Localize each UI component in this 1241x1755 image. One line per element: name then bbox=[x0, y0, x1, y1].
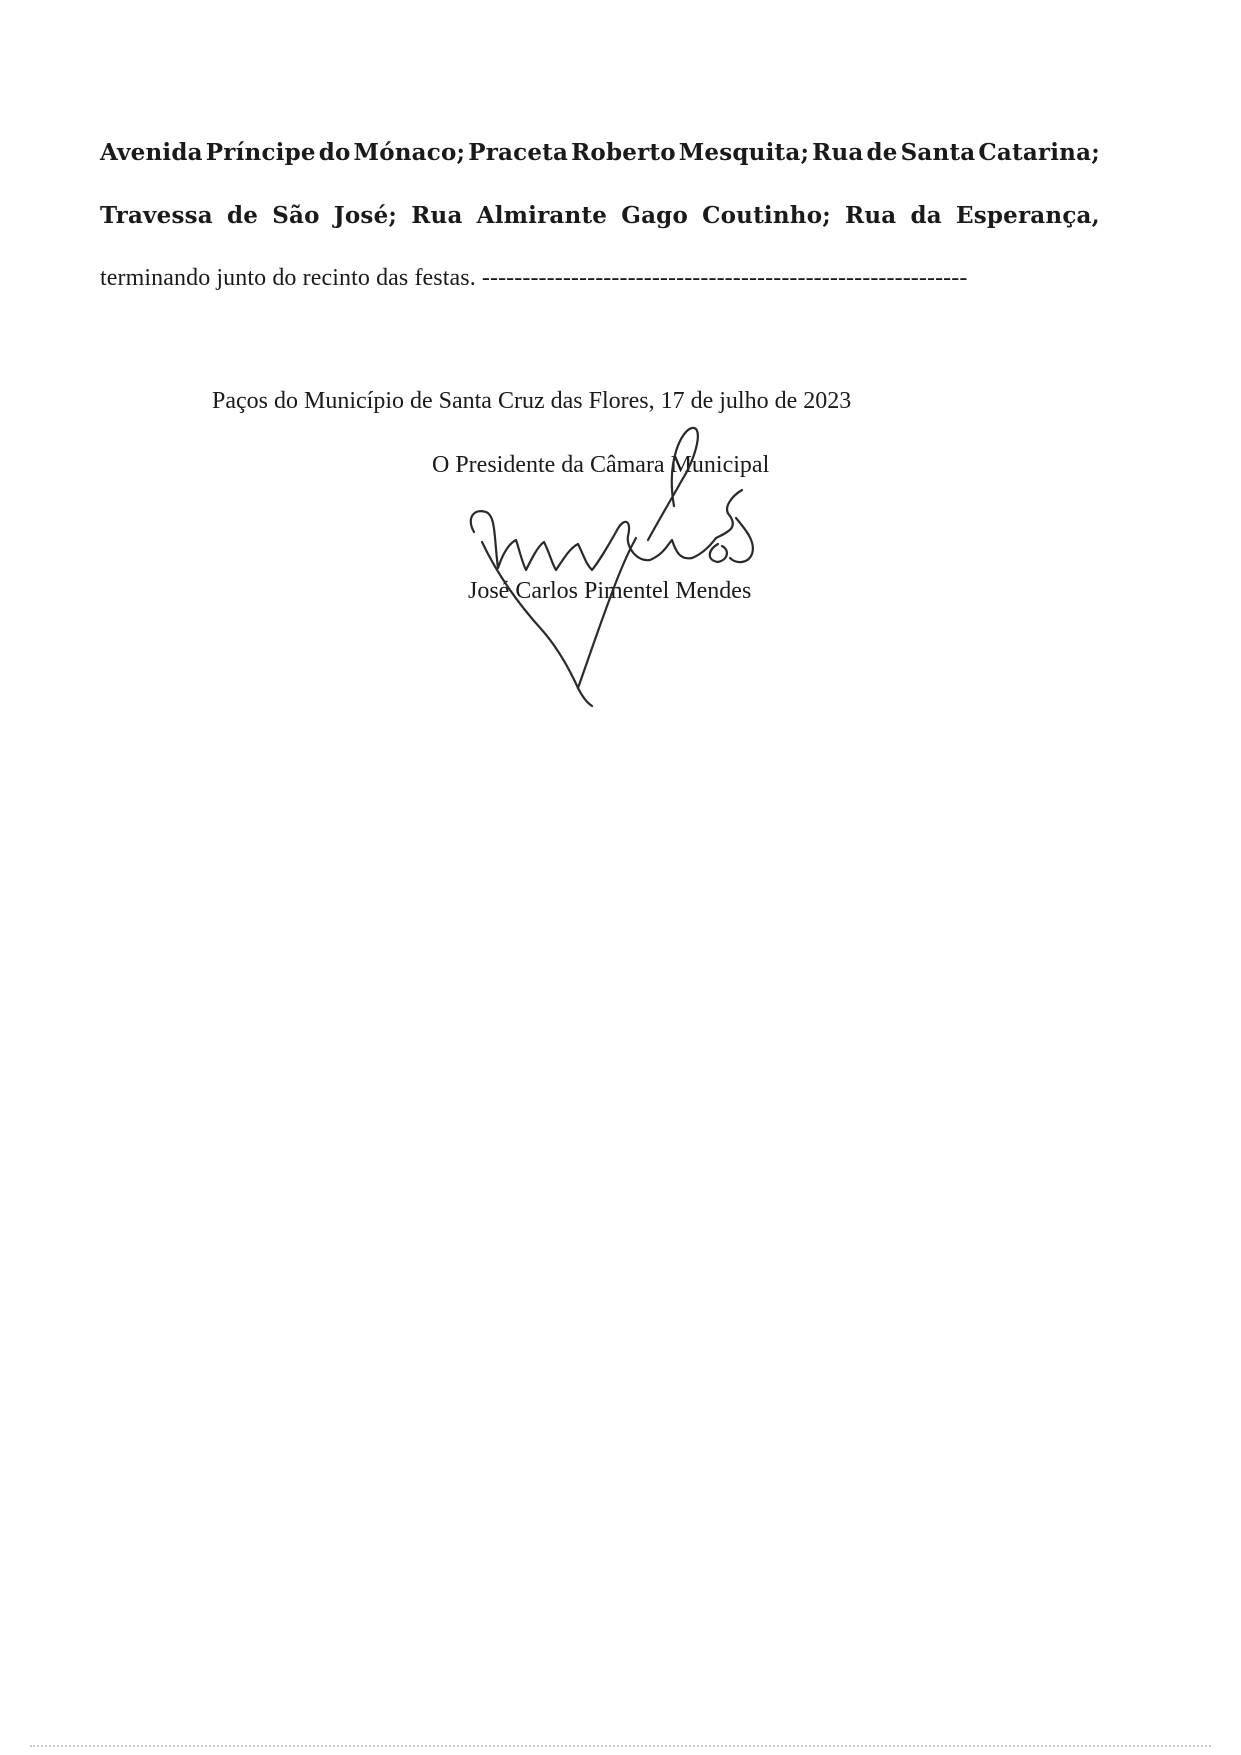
word: da bbox=[910, 202, 942, 229]
word: José; bbox=[333, 202, 398, 229]
word: Almirante bbox=[476, 202, 608, 229]
page-edge-dots bbox=[30, 1745, 1211, 1747]
word: de bbox=[866, 139, 898, 166]
word: Praceta bbox=[468, 139, 569, 166]
route-line-3: terminando junto do recinto das festas. ------------------------------------------------------------ bbox=[100, 265, 968, 291]
word: Roberto bbox=[571, 139, 676, 166]
word: Catarina; bbox=[978, 139, 1100, 166]
word: Rua bbox=[845, 202, 897, 229]
word: de bbox=[226, 202, 259, 229]
word: Rua bbox=[812, 139, 864, 166]
place-date: Paços do Município de Santa Cruz das Flores, 17 de julho de 2023 bbox=[212, 388, 852, 414]
word: Gago bbox=[621, 202, 689, 229]
word: Mesquita; bbox=[678, 139, 810, 166]
word: Esperança, bbox=[956, 202, 1100, 229]
signatory-title: O Presidente da Câmara Municipal bbox=[432, 452, 770, 478]
route-line-2 bbox=[100, 202, 1100, 229]
signatory-name: José Carlos Pimentel Mendes bbox=[468, 578, 752, 604]
word: do bbox=[318, 139, 351, 166]
word: Rua bbox=[411, 202, 463, 229]
word: Avenida bbox=[100, 139, 203, 166]
word: Travessa bbox=[100, 202, 213, 229]
word: Mónaco; bbox=[353, 139, 466, 166]
route-line-1 bbox=[100, 139, 1100, 166]
word: Santa bbox=[900, 139, 976, 166]
word: Coutinho; bbox=[702, 202, 831, 229]
handwritten-signature bbox=[460, 420, 780, 720]
word: São bbox=[272, 202, 320, 229]
word: Príncipe bbox=[205, 139, 316, 166]
